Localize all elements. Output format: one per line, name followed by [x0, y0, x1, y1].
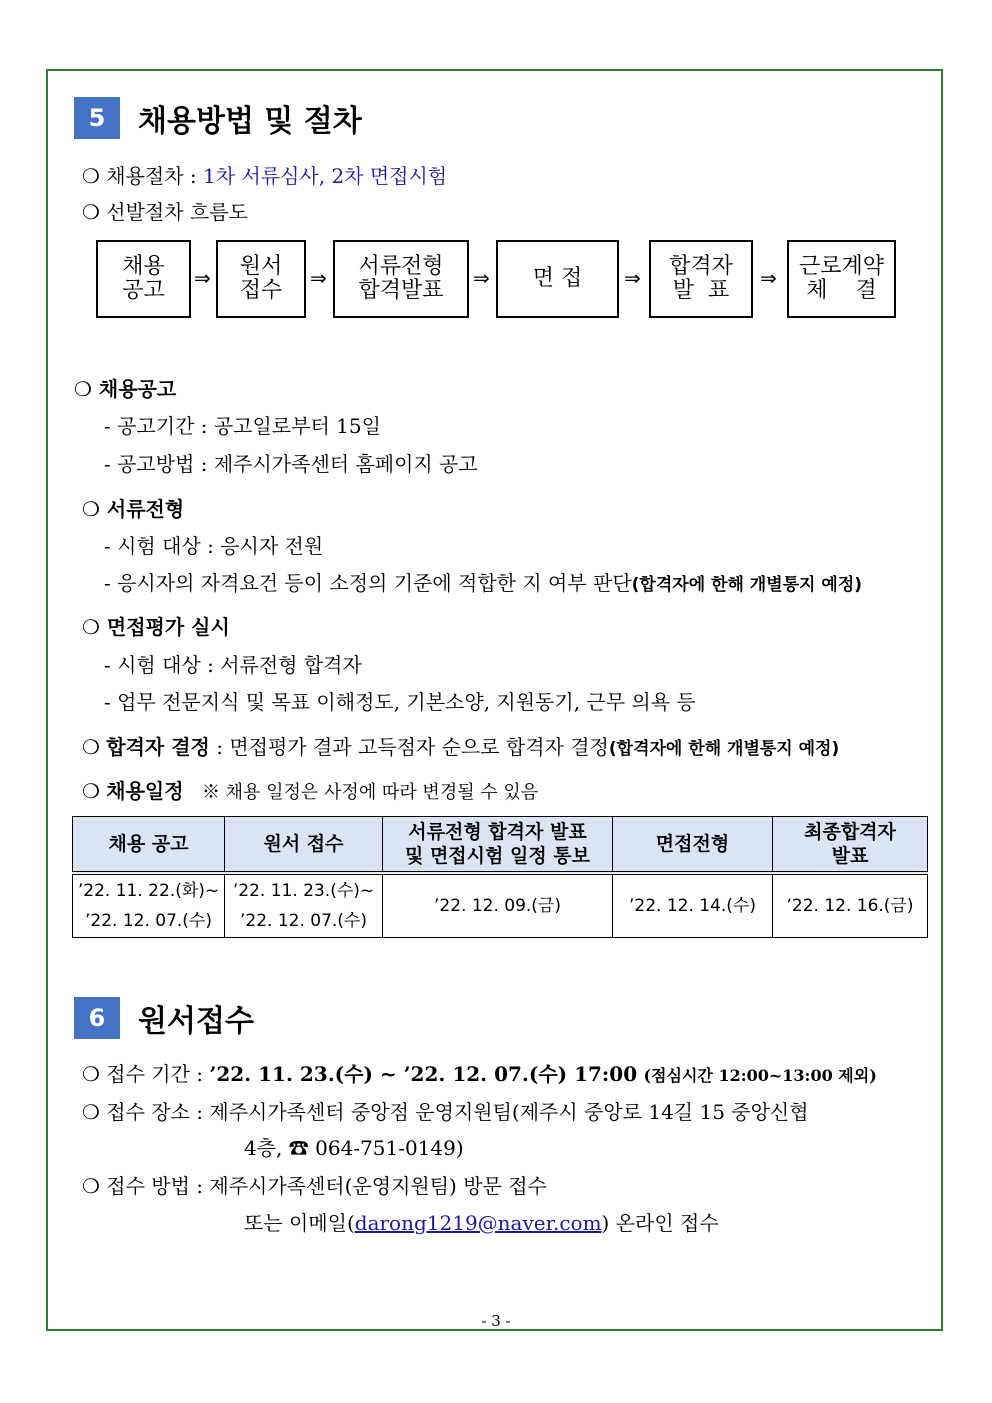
procedure-label: 채용절차 :	[106, 164, 197, 188]
cell-final-date: ’22. 12. 16.(금)	[773, 873, 928, 938]
cell-document-date: ’22. 12. 09.(금)	[383, 873, 613, 938]
document-target: - 시험 대상 : 응시자 전원	[104, 534, 324, 558]
final-text: : 면접평가 결과 고득점자 순으로 합격자 결정	[216, 735, 609, 759]
section-5-number: 5	[74, 97, 120, 139]
bullet-icon: ❍	[82, 615, 100, 639]
document-criteria: - 응시자의 자격요건 등이 소정의 기준에 적합한 지 여부 판단	[104, 571, 632, 595]
document-title: 서류전형	[106, 497, 185, 521]
notice-title-line	[74, 373, 176, 402]
place-value-2: 4층, ☎ 064-751-0149)	[244, 1136, 464, 1160]
notice-title: 채용공고	[98, 377, 177, 401]
method-line-2: 또는 이메일(darong1219@naver.com) 온라인 접수	[244, 1211, 719, 1235]
schedule-title-line	[82, 775, 538, 804]
bullet-icon: ❍	[82, 1062, 100, 1086]
email-link[interactable]: darong1219@naver.com	[354, 1211, 602, 1235]
bullet-icon: ❍	[82, 1174, 100, 1198]
method-value: 제주시가족센터(운영지원팀) 방문 접수	[209, 1174, 547, 1198]
flow-step-application: 원서 접수	[216, 240, 306, 318]
bullet-icon: ❍	[82, 200, 100, 224]
interview-criteria: - 업무 전문지식 및 목표 이해정도, 기본소양, 지원동기, 근무 의욕 등	[104, 690, 696, 714]
final-line	[82, 731, 839, 760]
page-number: - 3 -	[481, 1312, 511, 1330]
document-criteria-note: (합격자에 한해 개별통지 예정)	[631, 575, 863, 595]
bullet-icon: ❍	[82, 779, 100, 803]
flow-step-notice: 채용 공고	[96, 240, 191, 318]
notice-method: - 공고방법 : 제주시가족센터 홈페이지 공고	[104, 452, 478, 476]
schedule-header-row	[73, 817, 928, 874]
flow-arrow-icon: ⇒	[760, 266, 777, 290]
document-title-line	[82, 493, 184, 522]
section-6-number: 6	[74, 997, 120, 1039]
period-line	[82, 1058, 877, 1087]
interview-title: 면접평가 실시	[106, 615, 230, 639]
bullet-icon: ❍	[74, 377, 92, 401]
bullet-icon: ❍	[82, 735, 100, 759]
schedule-data-row	[73, 873, 928, 938]
schedule-table	[72, 816, 928, 938]
final-title: 합격자 결정	[106, 735, 210, 759]
flow-step-interview: 면 접	[496, 240, 619, 318]
bullet-icon: ❍	[82, 497, 100, 521]
schedule-title: 채용일정	[106, 779, 184, 803]
cell-notice-date: ’22. 11. 22.(화)~ ’22. 12. 07.(수)	[73, 873, 225, 938]
header-application: 원서 접수	[225, 817, 383, 874]
flow-arrow-icon: ⇒	[194, 266, 211, 290]
section-5-title: 채용방법 및 절차	[138, 104, 362, 139]
bullet-icon: ❍	[82, 164, 100, 188]
cell-application-date: ’22. 11. 23.(수)~ ’22. 12. 07.(수)	[225, 873, 383, 938]
flow-step-contract: 근로계약 체 결	[787, 240, 896, 318]
interview-target: - 시험 대상 : 서류전형 합격자	[104, 653, 362, 677]
period-value: ’22. 11. 23.(수) ~ ’22. 12. 07.(수) 17:00	[209, 1062, 638, 1086]
method-line	[82, 1170, 547, 1199]
flow-step-final-result: 합격자 발 표	[649, 240, 753, 318]
period-label: 접수 기간 :	[106, 1062, 204, 1086]
document-criteria-line	[104, 567, 862, 596]
flow-label-line	[82, 196, 248, 225]
flow-arrow-icon: ⇒	[624, 266, 641, 290]
cell-interview-date: ’22. 12. 14.(수)	[613, 873, 773, 938]
place-line	[82, 1096, 809, 1125]
schedule-note: ※ 채용 일정은 사정에 따라 변경될 수 있음	[201, 782, 539, 803]
bullet-icon: ❍	[82, 1100, 100, 1124]
flow-step-document-result: 서류전형 합격발표	[333, 240, 469, 318]
notice-period: - 공고기간 : 공고일로부터 15일	[104, 414, 381, 438]
flow-label: 선발절차 흐름도	[106, 200, 248, 224]
place-value: 제주시가족센터 중앙점 운영지원팀(제주시 중앙로 14길 15 중앙신협	[209, 1100, 809, 1124]
procedure-value: 1차 서류심사, 2차 면접시험	[203, 164, 448, 188]
header-interview: 면접전형	[613, 817, 773, 874]
period-note: (점심시간 12:00~13:00 제외)	[643, 1066, 877, 1085]
final-note: (합격자에 한해 개별통지 예정)	[608, 739, 840, 759]
header-document-result: 서류전형 합격자 발표 및 면접시험 일정 통보	[383, 817, 613, 874]
interview-title-line	[82, 611, 230, 640]
procedure-line	[82, 160, 447, 189]
section-6-title: 원서접수	[138, 1004, 254, 1039]
header-notice: 채용 공고	[73, 817, 225, 874]
flow-arrow-icon: ⇒	[473, 266, 490, 290]
method-label: 접수 방법 :	[106, 1174, 204, 1198]
place-label: 접수 장소 :	[106, 1100, 204, 1124]
flow-arrow-icon: ⇒	[310, 266, 327, 290]
header-final: 최종합격자 발표	[773, 817, 928, 874]
